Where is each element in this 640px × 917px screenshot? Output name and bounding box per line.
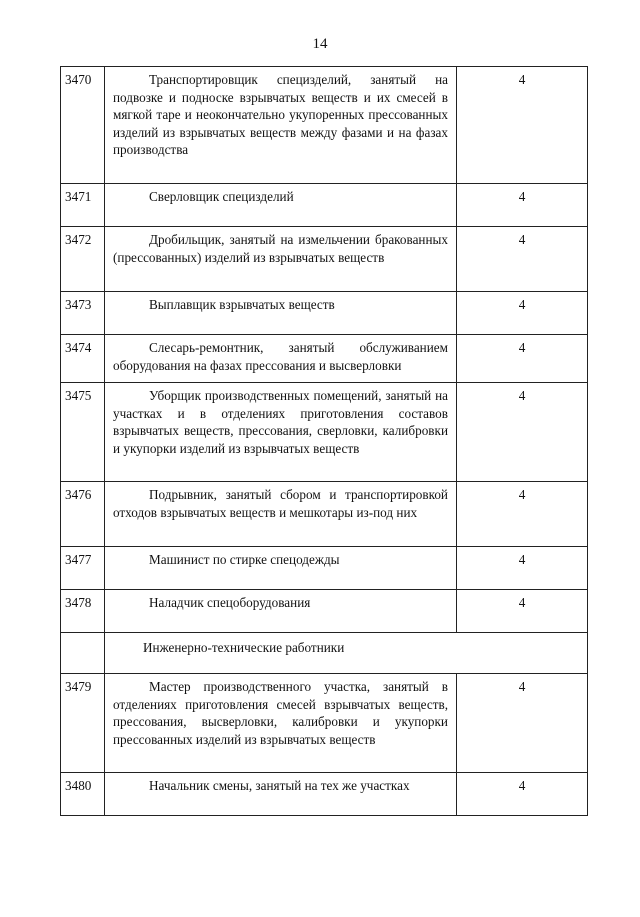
- row-grade: 4: [457, 67, 588, 184]
- row-grade: 4: [457, 674, 588, 773]
- table-row: [61, 674, 588, 773]
- row-description: [105, 335, 457, 383]
- table-row: [61, 184, 588, 227]
- row-code: 3477: [61, 547, 105, 590]
- row-text: Начальник смены, занятый на тех же участках: [149, 778, 410, 794]
- table-row: [61, 590, 588, 633]
- row-code: 3478: [61, 590, 105, 633]
- row-text: Мастер производственного участка, занятый в отделениях приготовления смесей взрывчатых веществ, прессования, высверловки, калибровки и укупорки прессованных изделий из взрывчатых веществ: [113, 679, 448, 747]
- row-text: Машинист по стирке спецодежды: [149, 552, 340, 568]
- table-row: [61, 547, 588, 590]
- table-row: [61, 383, 588, 482]
- row-text: Транспортировщик специзделий, занятый на подвозке и подноске взрывчатых веществ и их смесей в мягкой таре и неокончательно укупоренных прессованных изделий из взрывчатых веществ между фазами и на фазах производства: [113, 72, 448, 158]
- row-grade: 4: [457, 482, 588, 547]
- row-description: [105, 227, 457, 292]
- row-code: 3480: [61, 773, 105, 816]
- row-text: Сверловщик специзделий: [149, 189, 294, 204]
- row-description: [105, 184, 457, 227]
- row-grade: 4: [457, 547, 588, 590]
- row-description: [105, 67, 457, 184]
- row-grade: 4: [457, 227, 588, 292]
- row-description: [105, 773, 457, 816]
- page-number: 14: [312, 36, 328, 52]
- row-code: 3475: [61, 383, 105, 482]
- row-text: Уборщик производственных помещений, занятый на участках и в отделениях приготовления составов взрывчатых веществ, прессования, сверловки, калибровки и укупорки изделий из взрывчатых веществ: [113, 388, 448, 456]
- row-grade: 4: [457, 292, 588, 335]
- row-description: [105, 482, 457, 547]
- table-row: [61, 773, 588, 816]
- section-row: [61, 633, 588, 674]
- row-code-empty: [61, 633, 105, 674]
- row-code: 3473: [61, 292, 105, 335]
- row-text: Наладчик спецоборудования: [149, 595, 311, 611]
- row-grade: 4: [457, 335, 588, 383]
- row-description: [105, 547, 457, 590]
- table-row: [61, 292, 588, 335]
- row-text: Подрывник, занятый сбором и транспортировкой отходов взрывчатых веществ и мешкотары из-под них: [113, 487, 448, 520]
- row-text: Дробильщик, занятый на измельчении бракованных (прессованных) изделий из взрывчатых веществ: [113, 232, 448, 265]
- table-row: [61, 482, 588, 547]
- row-code: 3474: [61, 335, 105, 383]
- row-grade: 4: [457, 383, 588, 482]
- row-grade: 4: [457, 773, 588, 816]
- row-description: [105, 590, 457, 633]
- row-text: Слесарь-ремонтник, занятый обслуживанием оборудования на фазах прессования и высверловки: [113, 340, 448, 373]
- row-code: 3472: [61, 227, 105, 292]
- row-text: Выплавщик взрывчатых веществ: [149, 297, 335, 312]
- row-code: 3471: [61, 184, 105, 227]
- row-code: 3476: [61, 482, 105, 547]
- row-code: 3479: [61, 674, 105, 773]
- row-description: [105, 292, 457, 335]
- occupation-table: [60, 66, 588, 816]
- row-description: [105, 674, 457, 773]
- table-row: [61, 67, 588, 184]
- row-description: [105, 383, 457, 482]
- row-code: 3470: [61, 67, 105, 184]
- section-title: Инженерно-технические работники: [105, 633, 588, 674]
- row-grade: 4: [457, 590, 588, 633]
- row-grade: 4: [457, 184, 588, 227]
- table-row: [61, 227, 588, 292]
- table-row: [61, 335, 588, 383]
